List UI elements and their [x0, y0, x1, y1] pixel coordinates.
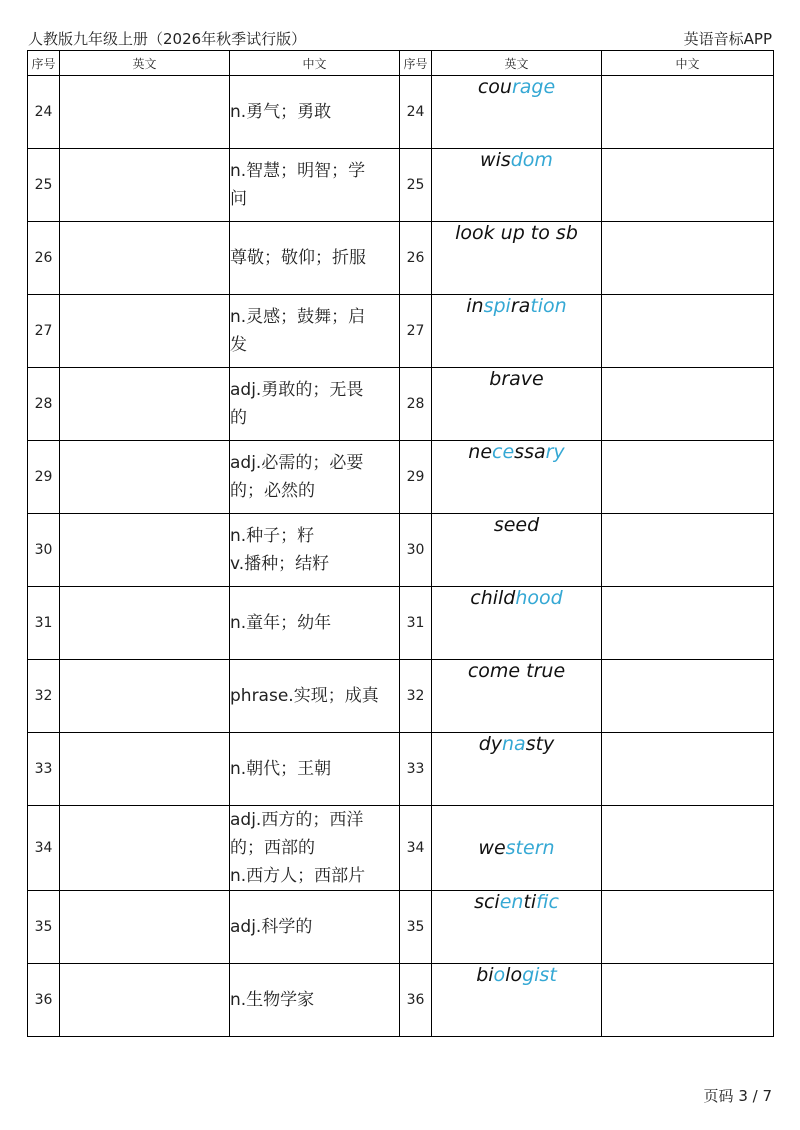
chinese-answer-blank[interactable]	[602, 76, 774, 149]
syllable-highlighted: ce	[492, 441, 515, 463]
table-row	[28, 76, 774, 149]
row-index: 36	[400, 964, 432, 1037]
english-word	[432, 76, 602, 149]
meaning-line: adj.西方的；西洋	[230, 810, 364, 830]
english-answer-blank[interactable]	[60, 222, 230, 295]
col-header-chinese: 中文	[230, 51, 400, 76]
english-answer-blank[interactable]	[60, 660, 230, 733]
table-row	[28, 891, 774, 964]
meaning-line: 问	[230, 189, 247, 209]
table-row	[28, 368, 774, 441]
syllable-highlighted: en	[499, 891, 524, 913]
row-index: 26	[28, 222, 60, 295]
syllable-highlighted: na	[502, 733, 526, 755]
row-index: 32	[400, 660, 432, 733]
chinese-meaning	[230, 733, 400, 806]
row-index: 32	[28, 660, 60, 733]
english-word	[432, 295, 602, 368]
english-answer-blank[interactable]	[60, 733, 230, 806]
chinese-meaning	[230, 806, 400, 891]
syllable-highlighted: fic	[536, 891, 559, 913]
syllable: ne	[468, 441, 493, 463]
english-word	[432, 441, 602, 514]
row-index: 27	[28, 295, 60, 368]
chinese-meaning	[230, 514, 400, 587]
english-answer-blank[interactable]	[60, 891, 230, 964]
syllable: seed	[493, 514, 540, 536]
syllable: sty	[525, 733, 555, 755]
table-row	[28, 149, 774, 222]
english-answer-blank[interactable]	[60, 806, 230, 891]
syllable-highlighted: o	[493, 964, 506, 986]
meaning-line: 的	[230, 408, 247, 428]
chinese-answer-blank[interactable]	[602, 806, 774, 891]
table-row	[28, 806, 774, 891]
english-word	[432, 514, 602, 587]
vocabulary-table	[27, 50, 774, 1037]
syllable-highlighted: hood	[515, 587, 563, 609]
meaning-line: 发	[230, 335, 247, 355]
row-index: 36	[28, 964, 60, 1037]
meaning-line: n.种子；籽	[230, 526, 315, 546]
english-word	[432, 964, 602, 1037]
english-word	[432, 149, 602, 222]
syllable-highlighted: tion	[530, 295, 567, 317]
meaning-line: phrase.实现；成真	[230, 686, 379, 706]
document-title: 人教版九年级上册（2026年秋季试行版）	[28, 30, 307, 48]
english-answer-blank[interactable]	[60, 76, 230, 149]
chinese-answer-blank[interactable]	[602, 368, 774, 441]
meaning-line: adj.勇敢的；无畏	[230, 380, 364, 400]
syllable: lo	[505, 964, 523, 986]
chinese-meaning	[230, 441, 400, 514]
meaning-line: n.勇气；勇敢	[230, 102, 332, 122]
row-index: 31	[400, 587, 432, 660]
table-row	[28, 964, 774, 1037]
chinese-meaning	[230, 222, 400, 295]
chinese-answer-blank[interactable]	[602, 587, 774, 660]
col-header-index: 序号	[28, 51, 60, 76]
meaning-line: n.朝代；王朝	[230, 759, 332, 779]
chinese-answer-blank[interactable]	[602, 891, 774, 964]
row-index: 34	[28, 806, 60, 891]
syllable: ssa	[514, 441, 546, 463]
row-index: 35	[400, 891, 432, 964]
english-answer-blank[interactable]	[60, 149, 230, 222]
syllable: ra	[510, 295, 531, 317]
syllable: come true	[467, 660, 566, 682]
english-answer-blank[interactable]	[60, 441, 230, 514]
row-index: 27	[400, 295, 432, 368]
meaning-line: adj.必需的；必要	[230, 453, 364, 473]
table-header-row	[28, 51, 774, 76]
meaning-line: n.智慧；明智；学	[230, 161, 366, 181]
syllable: brave	[489, 368, 544, 390]
row-index: 24	[400, 76, 432, 149]
meaning-line: n.西方人；西部片	[230, 866, 366, 886]
row-index: 29	[28, 441, 60, 514]
chinese-answer-blank[interactable]	[602, 149, 774, 222]
table-body	[28, 76, 774, 1037]
row-index: 24	[28, 76, 60, 149]
table-row	[28, 295, 774, 368]
meaning-line: 的；必然的	[230, 481, 315, 501]
row-index: 33	[28, 733, 60, 806]
english-word	[432, 660, 602, 733]
chinese-answer-blank[interactable]	[602, 733, 774, 806]
row-index: 31	[28, 587, 60, 660]
syllable-highlighted: gist	[522, 964, 557, 986]
col-header-english: 英文	[432, 51, 602, 76]
row-index: 28	[28, 368, 60, 441]
app-brand: 英语音标APP	[683, 30, 772, 48]
col-header-chinese: 中文	[602, 51, 774, 76]
chinese-meaning	[230, 295, 400, 368]
chinese-answer-blank[interactable]	[602, 441, 774, 514]
syllable-highlighted: ry	[545, 441, 565, 463]
row-index: 33	[400, 733, 432, 806]
english-word	[432, 891, 602, 964]
table-row	[28, 514, 774, 587]
chinese-meaning	[230, 891, 400, 964]
english-word	[432, 587, 602, 660]
meaning-line: 的；西部的	[230, 838, 315, 858]
syllable: cou	[477, 76, 512, 98]
chinese-answer-blank[interactable]	[602, 295, 774, 368]
row-index: 30	[400, 514, 432, 587]
chinese-meaning	[230, 587, 400, 660]
meaning-line: v.播种；结籽	[230, 554, 330, 574]
syllable-highlighted: spi	[483, 295, 511, 317]
row-index: 34	[400, 806, 432, 891]
chinese-meaning	[230, 76, 400, 149]
row-index: 25	[28, 149, 60, 222]
meaning-line: adj.科学的	[230, 917, 313, 937]
english-answer-blank[interactable]	[60, 587, 230, 660]
row-index: 35	[28, 891, 60, 964]
syllable: sci	[474, 891, 500, 913]
syllable: wis	[480, 149, 511, 171]
syllable: look up to sb	[455, 222, 578, 244]
english-answer-blank[interactable]	[60, 964, 230, 1037]
table-row	[28, 587, 774, 660]
chinese-answer-blank[interactable]	[602, 222, 774, 295]
english-answer-blank[interactable]	[60, 295, 230, 368]
table-row	[28, 733, 774, 806]
row-index: 30	[28, 514, 60, 587]
syllable: bi	[476, 964, 494, 986]
chinese-answer-blank[interactable]	[602, 964, 774, 1037]
row-index: 25	[400, 149, 432, 222]
page-number: 页码 3 / 7	[703, 1087, 772, 1105]
english-answer-blank[interactable]	[60, 368, 230, 441]
chinese-meaning	[230, 368, 400, 441]
chinese-answer-blank[interactable]	[602, 514, 774, 587]
english-word	[432, 733, 602, 806]
syllable-highlighted: dom	[510, 149, 553, 171]
table-row	[28, 660, 774, 733]
chinese-meaning	[230, 964, 400, 1037]
syllable-highlighted: rage	[511, 76, 556, 98]
meaning-line: n.生物学家	[230, 990, 315, 1010]
table-row	[28, 441, 774, 514]
row-index: 28	[400, 368, 432, 441]
syllable: ti	[523, 891, 537, 913]
chinese-meaning	[230, 660, 400, 733]
english-word	[432, 806, 602, 891]
col-header-english: 英文	[60, 51, 230, 76]
syllable: in	[466, 295, 484, 317]
syllable: we	[478, 837, 506, 859]
syllable: child	[470, 587, 516, 609]
chinese-meaning	[230, 149, 400, 222]
row-index: 26	[400, 222, 432, 295]
table-row	[28, 222, 774, 295]
syllable-highlighted: stern	[505, 837, 555, 859]
col-header-index: 序号	[400, 51, 432, 76]
english-answer-blank[interactable]	[60, 514, 230, 587]
meaning-line: n.童年；幼年	[230, 613, 332, 633]
chinese-answer-blank[interactable]	[602, 660, 774, 733]
syllable: dy	[478, 733, 503, 755]
row-index: 29	[400, 441, 432, 514]
meaning-line: n.灵感；鼓舞；启	[230, 307, 366, 327]
english-word	[432, 222, 602, 295]
meaning-line: 尊敬；敬仰；折服	[230, 248, 366, 268]
english-word	[432, 368, 602, 441]
